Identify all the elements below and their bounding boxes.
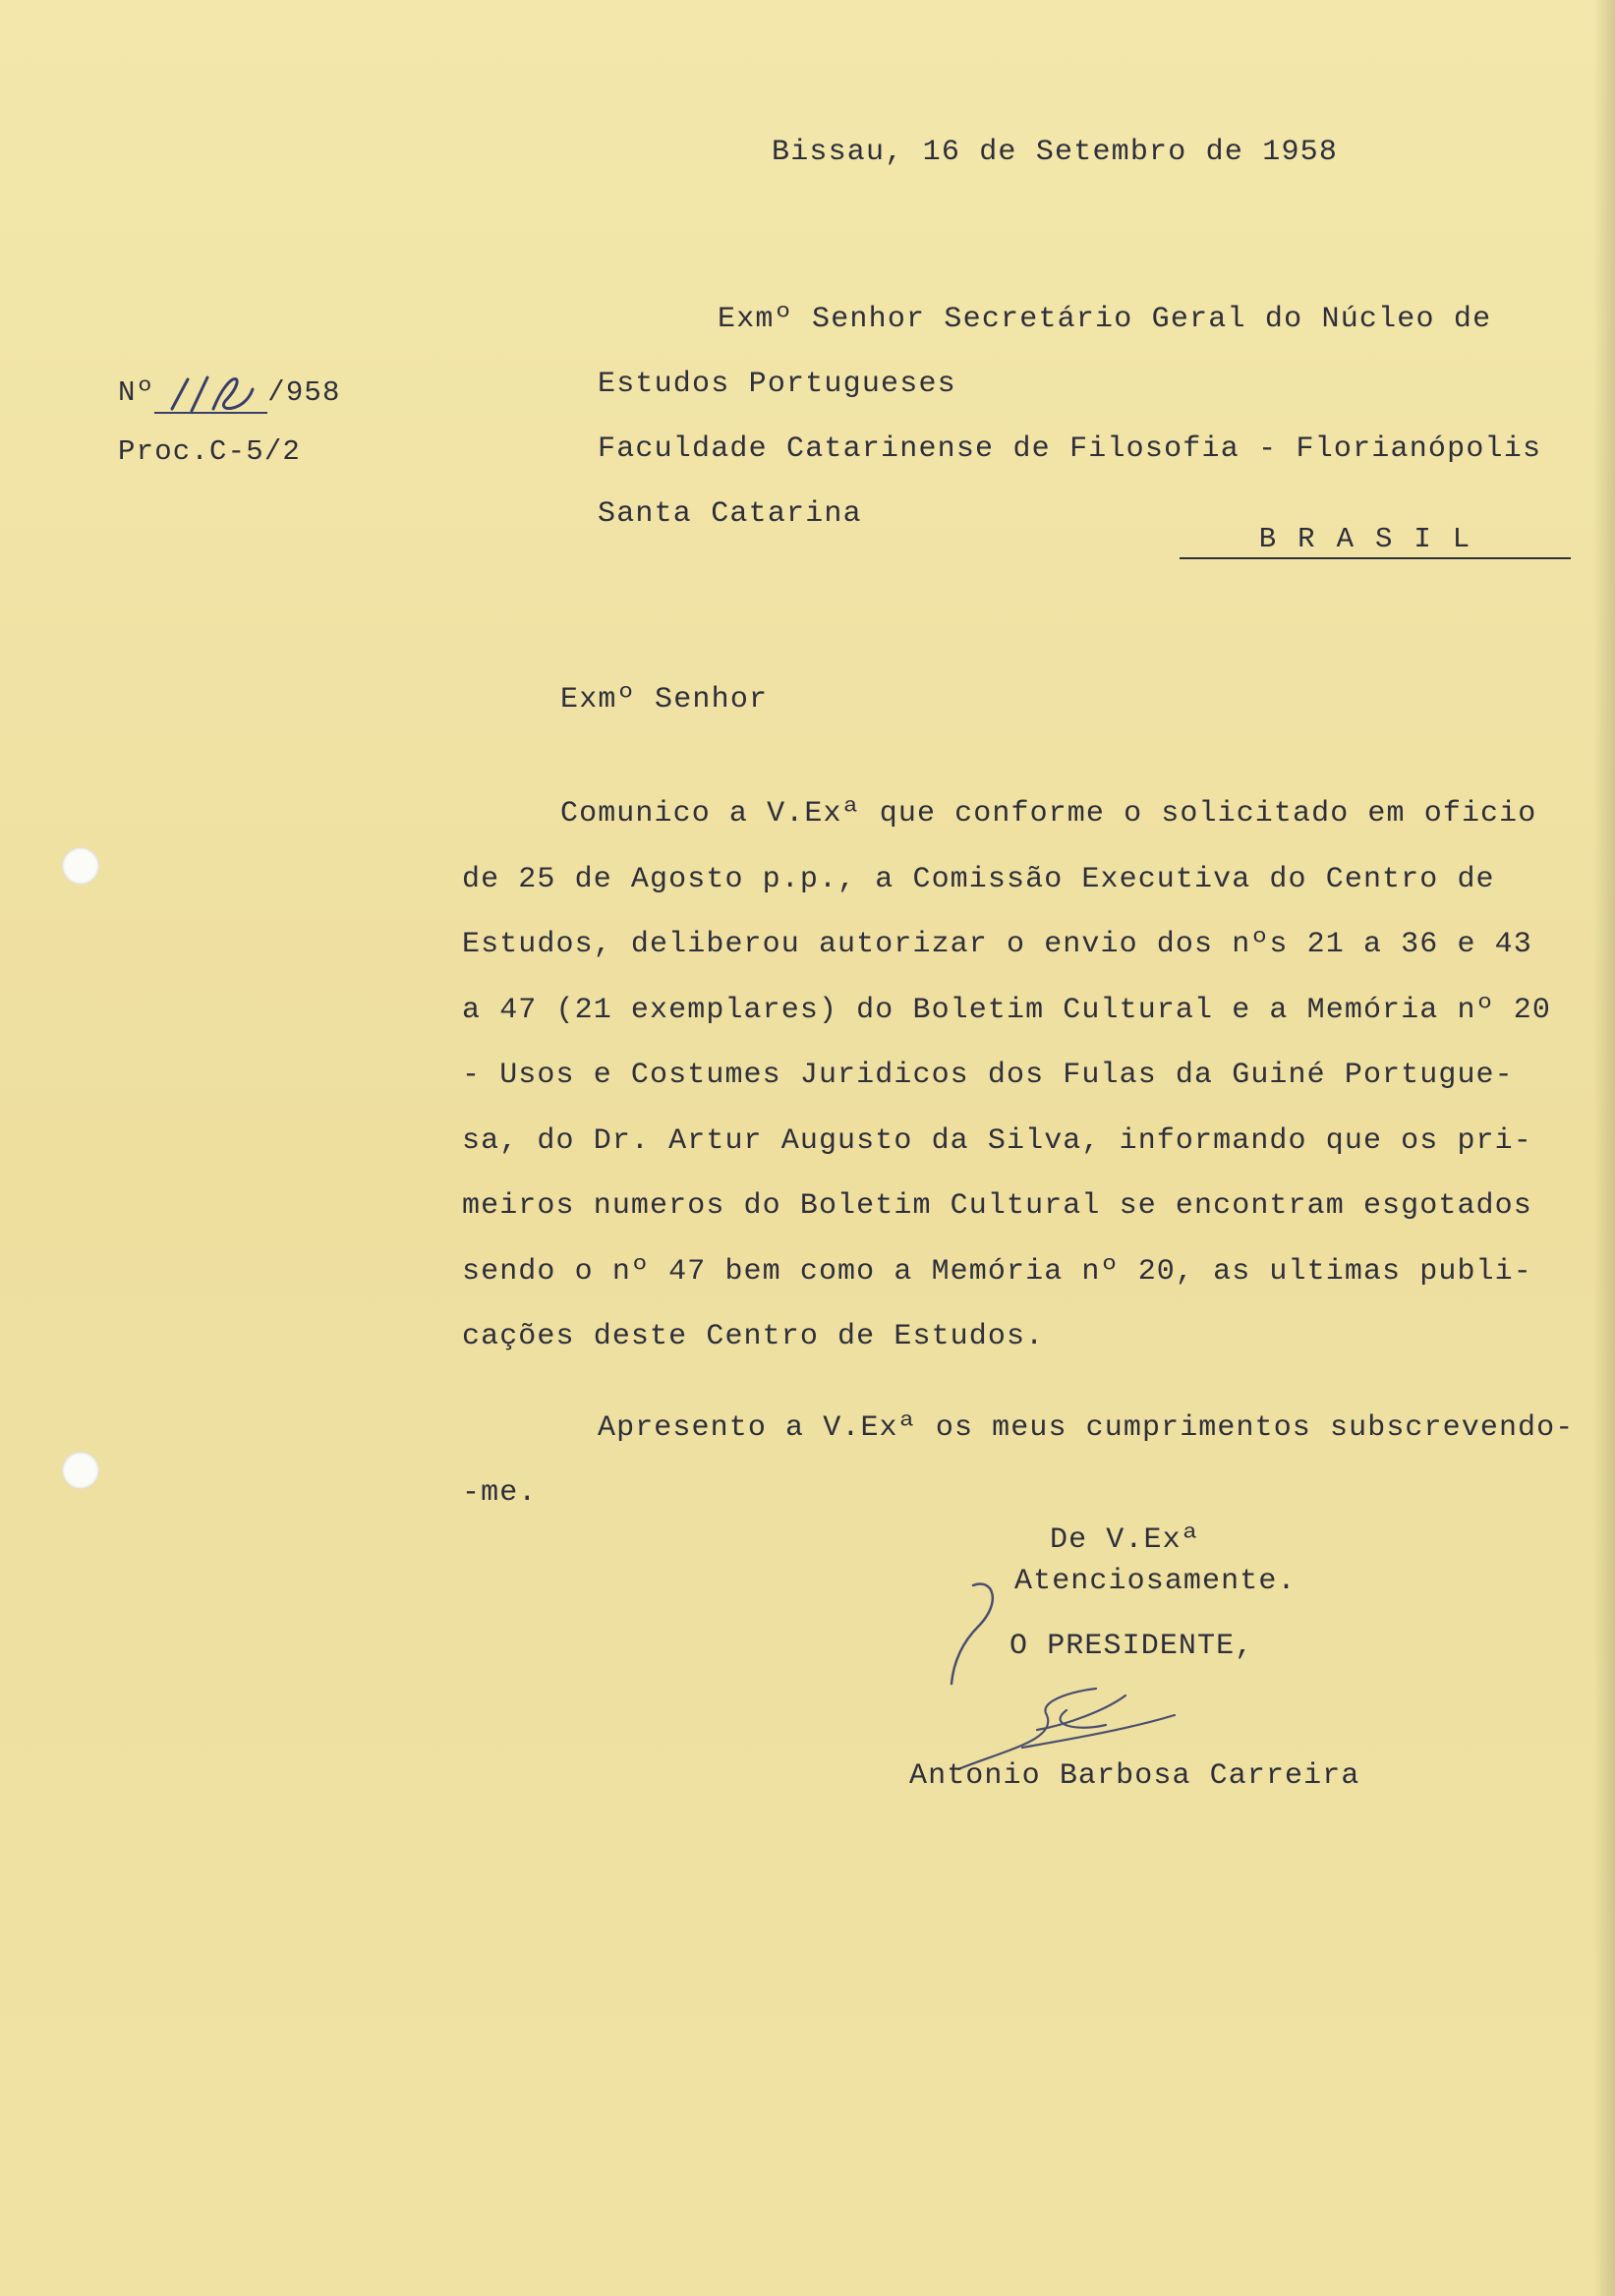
recipient-line-2: Estudos Portugueses xyxy=(598,368,956,401)
letter-body xyxy=(462,781,1592,1370)
body-line: de 25 de Agosto p.p., a Comissão Executiva do Centro de xyxy=(462,862,1495,896)
closing-line: -me. xyxy=(462,1476,538,1510)
reference-number xyxy=(118,364,341,423)
recipient-address xyxy=(598,287,1541,546)
body-line: Estudos, deliberou autorizar o envio dos nºs 21 a 36 e 43 xyxy=(462,928,1532,961)
reference-block xyxy=(118,364,341,482)
body-line: - Usos e Costumes Juridicos dos Fulas da Guiné Portugue- xyxy=(462,1059,1514,1092)
sign-off-line-2: Atenciosamente. xyxy=(1014,1565,1297,1598)
closing-paragraph xyxy=(462,1396,1574,1525)
date-line: Bissau, 16 de Setembro de 1958 xyxy=(772,136,1339,169)
salutation: Exmº Senhor xyxy=(560,683,769,717)
handwritten-number xyxy=(154,383,267,423)
page-edge-shadow xyxy=(1593,0,1615,2296)
body-line: Comunico a V.Exª que conforme o solicitado em oficio xyxy=(560,797,1537,831)
sign-off-line-1: De V.Exª xyxy=(1050,1523,1200,1557)
punch-hole-top xyxy=(62,847,99,885)
process-reference: Proc.C-5/2 xyxy=(118,435,302,468)
body-line: sendo o nº 47 bem como a Memória nº 20, as ultimas publi- xyxy=(462,1254,1532,1289)
body-line: sa, do Dr. Artur Augusto da Silva, informando que os pri- xyxy=(462,1123,1532,1158)
signatory-name: Antonio Barbosa Carreira xyxy=(909,1759,1360,1793)
initial-mark xyxy=(934,1578,1012,1686)
closing-line: Apresento a V.Exª os meus cumprimentos subscrevendo- xyxy=(598,1411,1575,1445)
body-line: cações deste Centro de Estudos. xyxy=(462,1320,1045,1353)
recipient-line-3: Faculdade Catarinense de Filosofia - Florianópolis xyxy=(598,432,1542,466)
reference-number-prefix: Nº xyxy=(118,376,155,409)
recipient-line-4: Santa Catarina xyxy=(598,497,862,531)
punch-hole-bottom xyxy=(62,1452,99,1489)
body-line: a 47 (21 exemplares) do Boletim Cultural e a Memória nº 20 xyxy=(462,993,1551,1027)
recipient-country: BRASIL xyxy=(1180,523,1571,559)
recipient-line-1: Exmº Senhor Secretário Geral do Núcleo de xyxy=(718,303,1492,336)
reference-number-suffix: /958 xyxy=(267,376,341,409)
sign-off-title: O PRESIDENTE, xyxy=(1009,1630,1254,1663)
body-line: meiros numeros do Boletim Cultural se encontram esgotados xyxy=(462,1189,1532,1223)
